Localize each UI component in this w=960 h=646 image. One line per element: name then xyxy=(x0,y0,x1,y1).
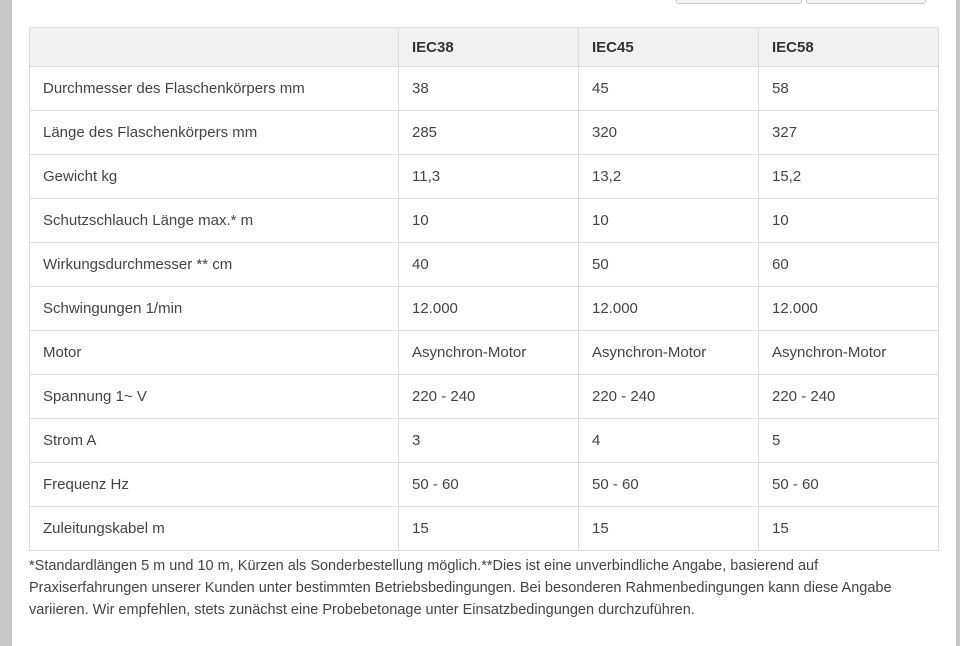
value-cell: 13,2 xyxy=(579,155,759,199)
table-row xyxy=(30,243,939,287)
table-row xyxy=(30,419,939,463)
value-cell: Asynchron-Motor xyxy=(399,331,579,375)
header-cell: IEC45 xyxy=(579,28,759,67)
value-cell: Asynchron-Motor xyxy=(759,331,939,375)
value-cell: 15 xyxy=(579,507,759,551)
left-border xyxy=(0,0,12,646)
value-cell: 50 xyxy=(579,243,759,287)
right-border xyxy=(956,0,960,646)
value-cell: 50 - 60 xyxy=(399,463,579,507)
value-cell: 10 xyxy=(759,199,939,243)
value-cell: 327 xyxy=(759,111,939,155)
row-label-cell: Motor xyxy=(30,331,399,375)
value-cell: 11,3 xyxy=(399,155,579,199)
table-row xyxy=(30,507,939,551)
value-cell: 3 xyxy=(399,419,579,463)
value-cell: 15 xyxy=(759,507,939,551)
value-cell: 58 xyxy=(759,67,939,111)
row-label-cell: Spannung 1~ V xyxy=(30,375,399,419)
value-cell: 4 xyxy=(579,419,759,463)
table-body xyxy=(30,67,939,551)
value-cell: Asynchron-Motor xyxy=(579,331,759,375)
value-cell: 15,2 xyxy=(759,155,939,199)
row-label-cell: Zuleitungskabel m xyxy=(30,507,399,551)
value-cell: 5 xyxy=(759,419,939,463)
value-cell: 12.000 xyxy=(759,287,939,331)
table-row xyxy=(30,287,939,331)
header-cell: IEC58 xyxy=(759,28,939,67)
header-cell: IEC38 xyxy=(399,28,579,67)
row-label-cell: Gewicht kg xyxy=(30,155,399,199)
value-cell: 220 - 240 xyxy=(579,375,759,419)
value-cell: 60 xyxy=(759,243,939,287)
value-cell: 50 - 60 xyxy=(579,463,759,507)
table-row xyxy=(30,67,939,111)
value-cell: 12.000 xyxy=(579,287,759,331)
table-row xyxy=(30,331,939,375)
value-cell: 285 xyxy=(399,111,579,155)
row-label-cell: Durchmesser des Flaschenkörpers mm xyxy=(30,67,399,111)
top-button-left[interactable] xyxy=(676,0,802,4)
value-cell: 10 xyxy=(399,199,579,243)
value-cell: 50 - 60 xyxy=(759,463,939,507)
table-row xyxy=(30,375,939,419)
value-cell: 15 xyxy=(399,507,579,551)
value-cell: 12.000 xyxy=(399,287,579,331)
row-label-cell: Wirkungsdurchmesser ** cm xyxy=(30,243,399,287)
table-row xyxy=(30,463,939,507)
spec-table xyxy=(29,27,939,551)
value-cell: 40 xyxy=(399,243,579,287)
value-cell: 220 - 240 xyxy=(759,375,939,419)
top-button-right[interactable] xyxy=(806,0,926,4)
value-cell: 320 xyxy=(579,111,759,155)
table-row xyxy=(30,111,939,155)
value-cell: 38 xyxy=(399,67,579,111)
row-label-cell: Strom A xyxy=(30,419,399,463)
table-row xyxy=(30,155,939,199)
value-cell: 10 xyxy=(579,199,759,243)
row-label-cell: Länge des Flaschenkörpers mm xyxy=(30,111,399,155)
table-row xyxy=(30,199,939,243)
row-label-cell: Frequenz Hz xyxy=(30,463,399,507)
value-cell: 220 - 240 xyxy=(399,375,579,419)
value-cell: 45 xyxy=(579,67,759,111)
table-header-row xyxy=(30,28,939,67)
header-cell xyxy=(30,28,399,67)
footnote: *Standardlängen 5 m und 10 m, Kürzen als Sonderbestellung möglich.**Dies ist eine unverbindliche Angabe, basierend auf Praxiserfahrungen unserer Kunden unter bestimmten Betriebsbedingungen. Bei besonderen Rahmenbedingungen kann diese Angabe variieren. Wir empfehlen, stets zunächst eine Probebetonage unter Einsatzbedingungen durchzuführen. xyxy=(29,558,892,618)
row-label-cell: Schutzschlauch Länge max.* m xyxy=(30,199,399,243)
row-label-cell: Schwingungen 1/min xyxy=(30,287,399,331)
